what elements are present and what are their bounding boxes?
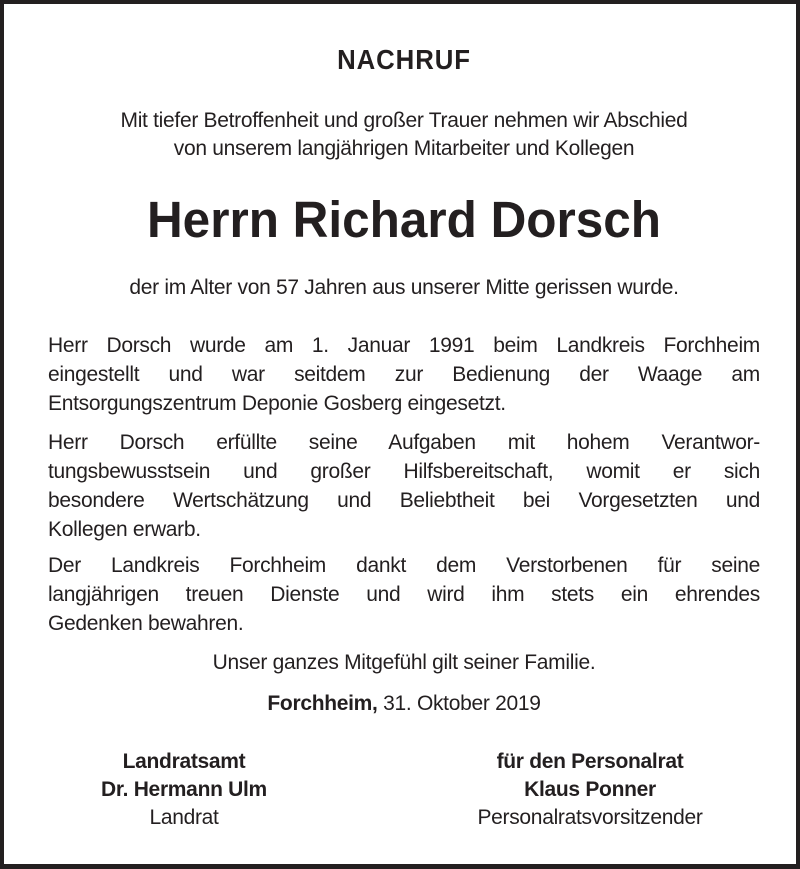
paragraph-line: Herr Dorsch wurde am 1. Januar 1991 beim Landkreis Forchheim bbox=[48, 334, 760, 357]
paragraph-line: tungsbewusstsein und großer Hilfsbereitschaft, womit er sich bbox=[48, 460, 760, 483]
signature-right bbox=[410, 748, 770, 832]
paragraph-line: Entsorgungszentrum Deponie Gosberg eingesetzt. bbox=[48, 392, 506, 415]
place-date bbox=[4, 692, 800, 716]
paragraph-gratitude bbox=[48, 551, 760, 638]
paragraph-line: eingestellt und war seitdem zur Bedienung der Waage am bbox=[48, 363, 760, 386]
place: Forchheim, bbox=[267, 692, 378, 715]
intro-line-2: von unserem langjährigen Mitarbeiter und Kollegen bbox=[173, 137, 635, 160]
notice-title: NACHRUF bbox=[337, 44, 471, 75]
signature-organization: für den Personalrat bbox=[496, 750, 684, 773]
paragraph-line: Herr Dorsch erfüllte seine Aufgaben mit hohem Verantwor- bbox=[48, 431, 760, 454]
paragraph-line: Kollegen erwarb. bbox=[48, 518, 201, 541]
signature-organization: Landratsamt bbox=[122, 750, 246, 773]
paragraph-line: Gedenken bewahren. bbox=[48, 612, 244, 635]
paragraph-employment bbox=[48, 331, 760, 418]
signature-name: Dr. Hermann Ulm bbox=[101, 778, 267, 801]
intro-line-1: Mit tiefer Betroffenheit und großer Trauer nehmen wir Abschied bbox=[120, 109, 688, 132]
signature-role: Landrat bbox=[149, 806, 219, 829]
date: 31. Oktober 2019 bbox=[383, 692, 541, 715]
signature-left bbox=[4, 748, 364, 832]
paragraph-line: langjährigen treuen Dienste und wird ihm stets ein ehrendes bbox=[48, 583, 760, 606]
signature-name: Klaus Ponner bbox=[524, 778, 656, 801]
paragraph-line: Der Landkreis Forchheim dankt dem Verstorbenen für seine bbox=[48, 554, 760, 577]
deceased-name: Herrn Richard Dorsch bbox=[146, 191, 662, 248]
paragraph-line: besondere Wertschätzung und Beliebtheit bei Vorgesetzten und bbox=[48, 489, 760, 512]
age-line: der im Alter von 57 Jahren aus unserer Mitte gerissen wurde. bbox=[129, 276, 679, 299]
sympathy-line: Unser ganzes Mitgefühl gilt seiner Familie. bbox=[212, 651, 596, 674]
paragraph-character bbox=[48, 428, 760, 544]
signature-role: Personalratsvorsitzender bbox=[477, 806, 703, 829]
